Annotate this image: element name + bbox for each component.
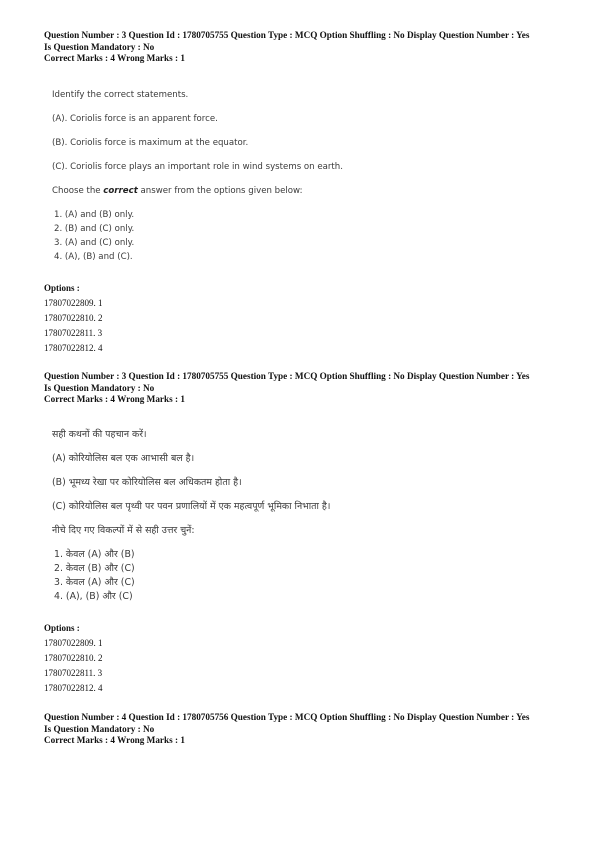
statement-a: (A) कोरियोलिस बल एक आभासी बल है। (52, 453, 195, 464)
question-meta-line: Question Number : 4 Question Id : 1780705756 Question Type : MCQ Option Shuffling : No Display Question Number : Yes (44, 712, 530, 722)
question-marks-line: Correct Marks : 4 Wrong Marks : 1 (44, 735, 185, 745)
question-meta-line: Question Number : 3 Question Id : 1780705755 Question Type : MCQ Option Shuffling : No Display Question Number : Yes (44, 30, 530, 40)
option-row: 17807022812. 4 (44, 343, 103, 353)
option-row: 17807022812. 4 (44, 683, 103, 693)
question-3-header (44, 30, 564, 65)
option-row: 17807022809. 1 (44, 638, 103, 648)
choose-text-pre: Choose the (52, 186, 104, 196)
question-4-header (44, 712, 564, 747)
option-row: 17807022811. 3 (44, 328, 103, 338)
question-mandatory-line: Is Question Mandatory : No (44, 723, 155, 734)
statement-c: (C). Coriolis force plays an important role in wind systems on earth. (52, 162, 343, 172)
answer-choice-1: 1. केवल (A) और (B) (54, 549, 135, 560)
question-marks-line: Correct Marks : 4 Wrong Marks : 1 (44, 53, 185, 63)
answer-choice-2: 2. (B) and (C) only. (54, 224, 135, 234)
question-mandatory-line: Is Question Mandatory : No (44, 41, 155, 52)
question-prompt: सही कथनों की पहचान करें। (52, 429, 147, 440)
question-marks-line: Correct Marks : 4 Wrong Marks : 1 (44, 394, 185, 404)
answer-choice-3: 3. केवल (A) और (C) (54, 577, 135, 588)
question-3-hindi-header (44, 371, 564, 406)
option-row: 17807022811. 3 (44, 668, 103, 678)
choose-instruction (52, 186, 303, 196)
statement-b: (B). Coriolis force is maximum at the equator. (52, 138, 249, 148)
question-mandatory-line: Is Question Mandatory : No (44, 382, 155, 393)
choose-text-emphasis: correct (103, 186, 138, 196)
options-title: Options : (44, 283, 80, 293)
question-meta-line: Question Number : 3 Question Id : 1780705755 Question Type : MCQ Option Shuffling : No Display Question Number : Yes (44, 371, 530, 381)
statement-a: (A). Coriolis force is an apparent force. (52, 114, 218, 124)
statement-c: (C) कोरियोलिस बल पृथ्वी पर पवन प्रणालियों में एक महत्वपूर्ण भूमिका निभाता है। (52, 501, 331, 512)
answer-choice-2: 2. केवल (B) और (C) (54, 563, 135, 574)
answer-choice-4: 4. (A), (B) and (C). (54, 252, 133, 262)
option-row: 17807022810. 2 (44, 653, 103, 663)
question-prompt: Identify the correct statements. (52, 90, 189, 100)
options-title: Options : (44, 623, 80, 633)
option-row: 17807022810. 2 (44, 313, 103, 323)
answer-choice-1: 1. (A) and (B) only. (54, 210, 135, 220)
statement-b: (B) भूमध्य रेखा पर कोरियोलिस बल अधिकतम होता है। (52, 477, 242, 488)
answer-choice-3: 3. (A) and (C) only. (54, 238, 135, 248)
answer-choice-4: 4. (A), (B) और (C) (54, 591, 133, 602)
option-row: 17807022809. 1 (44, 298, 103, 308)
choose-instruction: नीचे दिए गए विकल्पों में से सही उत्तर चुनें: (52, 525, 195, 536)
choose-text-post: answer from the options given below: (137, 186, 303, 196)
